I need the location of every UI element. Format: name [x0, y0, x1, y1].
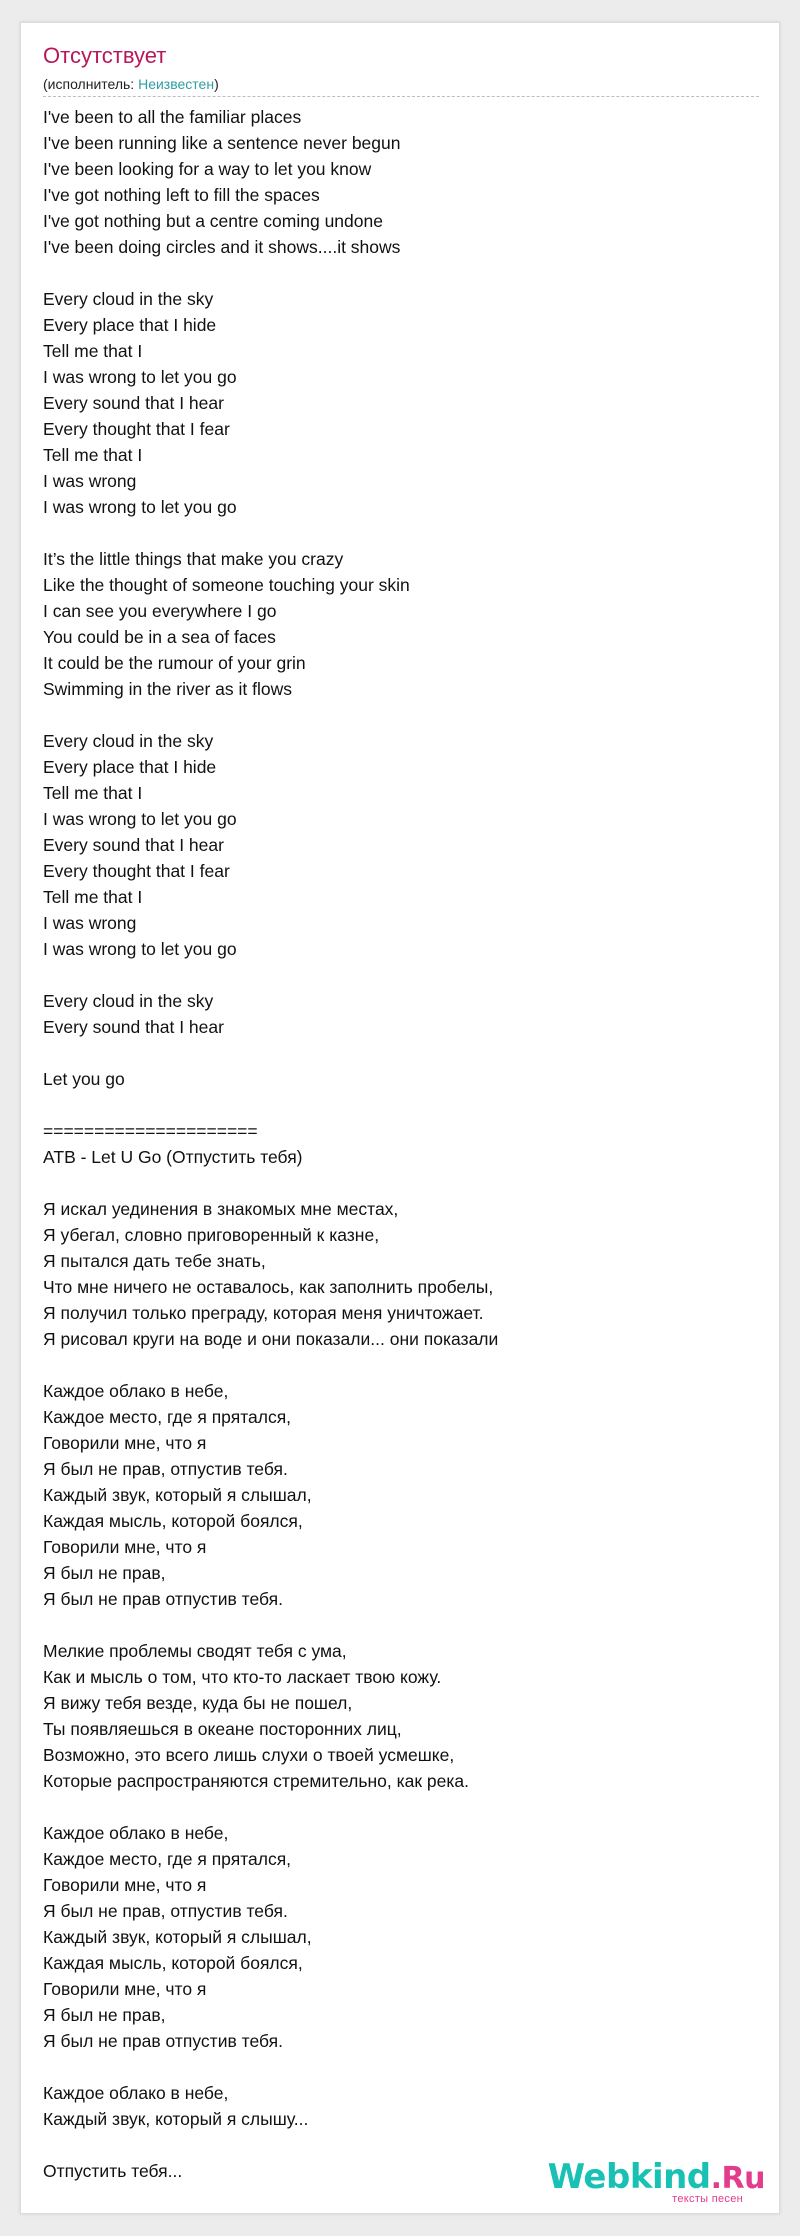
lyric-line: Every cloud in the sky — [43, 731, 214, 751]
lyric-line: I can see you everywhere I go — [43, 601, 277, 621]
lyric-line: Every cloud in the sky — [43, 289, 214, 309]
lyric-line: I've got nothing but a centre coming undone — [43, 211, 383, 231]
lyric-line: Возможно, это всего лишь слухи о твоей усмешке, — [43, 1745, 455, 1765]
lyric-line: Что мне ничего не оставалось, как заполнить пробелы, — [43, 1277, 494, 1297]
lyric-line: Каждый звук, который я слышал, — [43, 1927, 312, 1947]
lyric-line: Tell me that I — [43, 341, 143, 361]
stanza-gap — [43, 520, 759, 546]
logo-tld: .Ru — [710, 2161, 765, 2196]
lyric-line: Tell me that I — [43, 445, 143, 465]
lyric-line: Я был не прав, отпустив тебя. — [43, 1901, 288, 1921]
lyric-line: Я получил только преграду, которая меня уничтожает. — [43, 1303, 484, 1323]
lyric-line: ===================== — [43, 1121, 258, 1141]
logo-tagline: тексты песен — [672, 2193, 743, 2205]
lyric-line: Каждая мысль, которой боялся, — [43, 1511, 303, 1531]
song-title: Отсутствует — [43, 43, 167, 68]
artist-suffix: ) — [214, 76, 219, 92]
lyrics-text — [43, 104, 759, 2184]
lyric-line: Я был не прав отпустив тебя. — [43, 2031, 283, 2051]
stanza-gap — [43, 702, 759, 728]
lyric-line: Я рисовал круги на воде и они показали... они показали — [43, 1329, 499, 1349]
lyric-line: Every sound that I hear — [43, 1017, 224, 1037]
lyric-line: Every place that I hide — [43, 315, 217, 335]
lyric-line: Говорили мне, что я — [43, 1433, 207, 1453]
lyric-line: Которые распространяются стремительно, как река. — [43, 1771, 470, 1791]
lyric-line: Every thought that I fear — [43, 861, 230, 881]
lyric-line: Я был не прав, — [43, 2005, 166, 2025]
lyric-line: Let you go — [43, 1069, 125, 1089]
lyric-line: I've been running like a sentence never begun — [43, 133, 401, 153]
stanza-gap — [43, 2054, 759, 2080]
lyric-line: Tell me that I — [43, 887, 143, 907]
lyric-line: Как и мысль о том, что кто-то ласкает твою кожу. — [43, 1667, 442, 1687]
lyric-line: Every cloud in the sky — [43, 991, 214, 1011]
artist-prefix: (исполнитель: — [43, 76, 139, 92]
lyric-line: I've been to all the familiar places — [43, 107, 302, 127]
lyric-line: Я был не прав, отпустив тебя. — [43, 1459, 288, 1479]
lyric-line: Я искал уединения в знакомых мне местах, — [43, 1199, 399, 1219]
lyric-line: I've been doing circles and it shows....it shows — [43, 237, 401, 257]
stanza-gap — [43, 1170, 759, 1196]
lyric-line: Говорили мне, что я — [43, 1537, 207, 1557]
lyric-line: Каждый звук, который я слышу... — [43, 2109, 309, 2129]
lyric-line: I was wrong to let you go — [43, 367, 237, 387]
stanza-gap — [43, 260, 759, 286]
lyric-line: I've been looking for a way to let you know — [43, 159, 372, 179]
lyric-line: ATB - Let U Go (Отпустить тебя) — [43, 1147, 303, 1167]
lyric-line: Every sound that I hear — [43, 835, 224, 855]
lyric-line: Я убегал, словно приговоренный к казне, — [43, 1225, 380, 1245]
lyric-line: Tell me that I — [43, 783, 143, 803]
logo-name: Webkind — [547, 2157, 711, 2197]
site-logo[interactable] — [548, 2159, 765, 2205]
stanza-gap — [43, 1612, 759, 1638]
lyric-line: Every sound that I hear — [43, 393, 224, 413]
lyric-line: Я был не прав отпустив тебя. — [43, 1589, 283, 1609]
lyric-line: Every place that I hide — [43, 757, 217, 777]
lyric-line: Каждое облако в небе, — [43, 1823, 229, 1843]
lyric-line: Говорили мне, что я — [43, 1875, 207, 1895]
lyric-line: I was wrong to let you go — [43, 939, 237, 959]
lyrics-card — [20, 22, 780, 2214]
lyric-line: Каждое место, где я прятался, — [43, 1407, 292, 1427]
lyric-line: I was wrong to let you go — [43, 497, 237, 517]
lyric-line: I was wrong — [43, 471, 137, 491]
lyric-line: Ты появляешься в океане посторонних лиц, — [43, 1719, 402, 1739]
stanza-gap — [43, 1092, 759, 1118]
lyric-line: Я пытался дать тебе знать, — [43, 1251, 266, 1271]
artist-line — [43, 75, 759, 97]
stanza-gap — [43, 1040, 759, 1066]
lyric-line: Я был не прав, — [43, 1563, 166, 1583]
artist-link[interactable]: Неизвестен — [138, 76, 215, 92]
lyric-line: Каждая мысль, которой боялся, — [43, 1953, 303, 1973]
lyric-line: Каждое облако в небе, — [43, 1381, 229, 1401]
lyric-line: I was wrong to let you go — [43, 809, 237, 829]
lyric-line: Like the thought of someone touching your skin — [43, 575, 410, 595]
lyric-line: Каждое облако в небе, — [43, 2083, 229, 2103]
lyric-line: It could be the rumour of your grin — [43, 653, 306, 673]
logo-wordmark — [548, 2159, 765, 2197]
lyric-line: Я вижу тебя везде, куда бы не пошел, — [43, 1693, 353, 1713]
lyric-line: I was wrong — [43, 913, 137, 933]
lyric-line: Говорили мне, что я — [43, 1979, 207, 1999]
stanza-gap — [43, 962, 759, 988]
lyric-line: Swimming in the river as it flows — [43, 679, 292, 699]
stanza-gap — [43, 1794, 759, 1820]
lyric-line: You could be in a sea of faces — [43, 627, 276, 647]
lyric-line: It’s the little things that make you crazy — [43, 549, 344, 569]
stanza-gap — [43, 1352, 759, 1378]
stanza-gap — [43, 2132, 759, 2158]
lyric-line: Отпустить тебя... — [43, 2161, 183, 2181]
lyric-line: Каждый звук, который я слышал, — [43, 1485, 312, 1505]
lyric-line: I've got nothing left to fill the spaces — [43, 185, 320, 205]
lyric-line: Мелкие проблемы сводят тебя с ума, — [43, 1641, 347, 1661]
lyric-line: Every thought that I fear — [43, 419, 230, 439]
lyric-line: Каждое место, где я прятался, — [43, 1849, 292, 1869]
